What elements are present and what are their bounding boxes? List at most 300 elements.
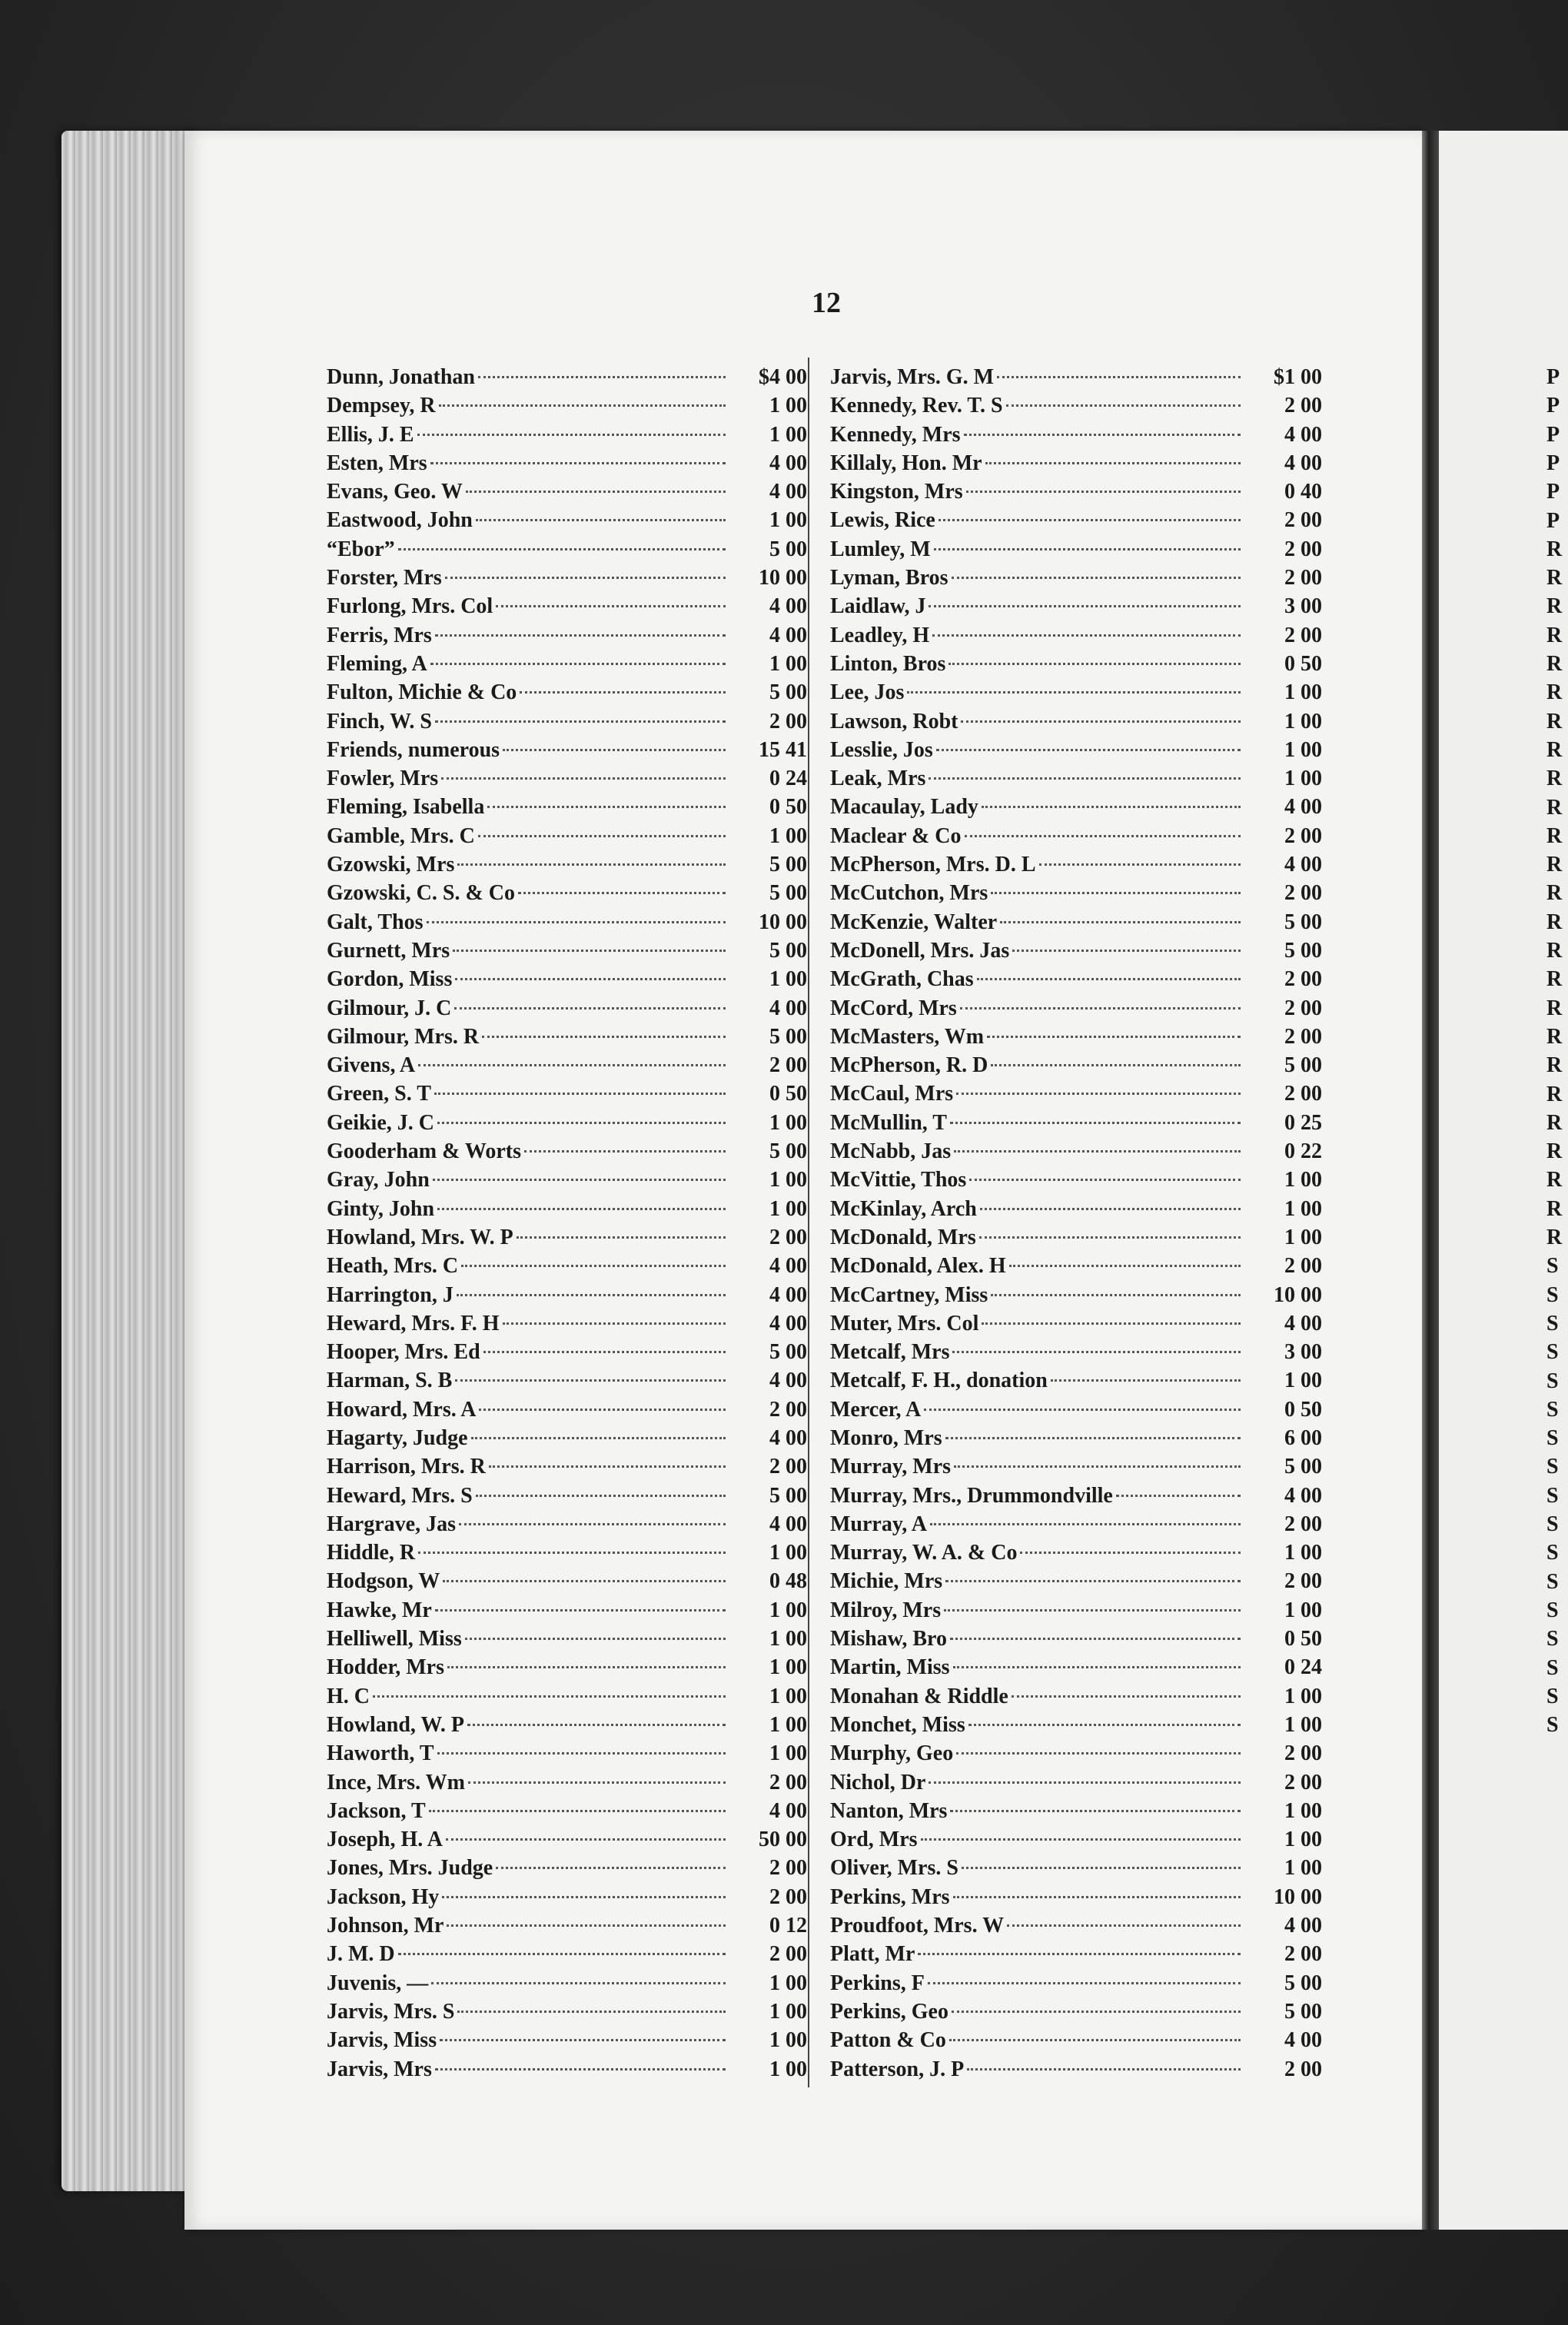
list-entry: [830, 1596, 1322, 1625]
list-entry: [327, 391, 807, 420]
entry-name: Fulton, Michie & Co: [327, 680, 517, 705]
entry-name: Nanton, Mrs: [830, 1798, 948, 1823]
entry-amount: 4 00: [1284, 795, 1322, 820]
next-page-letter: S: [1546, 1512, 1559, 1536]
list-entry: [830, 1825, 1322, 1854]
entry-name: Fleming, Isabella: [327, 795, 485, 820]
entry-name: McCartney, Miss: [830, 1282, 988, 1307]
entry-amount: 5 00: [1284, 938, 1322, 963]
entry-name: McDonald, Mrs: [830, 1225, 976, 1249]
entry-amount: 0 24: [769, 767, 807, 791]
list-entry: [830, 879, 1322, 907]
dot-leader: [445, 577, 726, 579]
list-entry: [327, 1854, 807, 1882]
dot-leader: [944, 1609, 1241, 1612]
dot-leader: [433, 1179, 726, 1181]
entry-amount: 2 00: [1284, 1569, 1322, 1594]
entry-amount: 4 00: [1284, 853, 1322, 877]
dot-leader: [991, 1294, 1241, 1296]
entry-amount: 4 00: [1284, 1311, 1322, 1335]
dot-leader: [907, 691, 1241, 694]
entry-amount: 2 00: [1284, 1024, 1322, 1049]
dot-leader: [929, 1781, 1241, 1784]
dot-leader: [1020, 1552, 1241, 1554]
next-page-letter: R: [1546, 881, 1563, 906]
dot-leader: [429, 1810, 726, 1812]
entry-amount: 2 00: [1284, 1741, 1322, 1766]
dot-leader: [1116, 1495, 1241, 1497]
entry-name: Galt, Thos: [327, 910, 424, 934]
list-entry: [327, 1653, 807, 1681]
entry-name: Monahan & Riddle: [830, 1684, 1008, 1708]
entry-amount: 1 00: [1284, 767, 1322, 791]
entry-amount: 15 41: [759, 737, 807, 762]
entry-name: Finch, W. S: [327, 709, 432, 733]
entry-name: Nichol, Dr: [830, 1770, 926, 1794]
list-entry: [830, 1023, 1322, 1051]
list-entry: [830, 1883, 1322, 1911]
entry-amount: 1 00: [769, 823, 807, 848]
next-page-letter: P: [1546, 365, 1560, 389]
entry-amount: 2 00: [1284, 967, 1322, 992]
dot-leader: [476, 1495, 726, 1497]
list-entry: [327, 1510, 807, 1538]
dot-leader: [945, 1437, 1241, 1439]
dot-leader: [1012, 1695, 1241, 1698]
dot-leader: [950, 1122, 1241, 1124]
dot-leader: [954, 1150, 1241, 1153]
entry-amount: 5 00: [769, 881, 807, 906]
dot-leader: [482, 1036, 726, 1038]
entry-amount: 1 00: [1284, 1168, 1322, 1192]
list-entry: [830, 1195, 1322, 1223]
list-entry: [830, 965, 1322, 993]
dot-leader: [468, 1781, 726, 1784]
entry-name: Jarvis, Mrs. G. M: [830, 365, 995, 389]
dot-leader: [980, 1208, 1241, 1210]
dot-leader: [977, 978, 1241, 980]
list-entry: [830, 1424, 1322, 1452]
entry-name: Martin, Miss: [830, 1655, 950, 1680]
entry-amount: 4 00: [1284, 1914, 1322, 1938]
next-page-letter: S: [1546, 1455, 1559, 1479]
entry-name: Hiddle, R: [327, 1541, 416, 1565]
dot-leader: [373, 1695, 726, 1698]
entry-name: Mercer, A: [830, 1397, 922, 1422]
list-entry: [830, 1768, 1322, 1797]
list-entry: [327, 535, 807, 564]
list-entry: [830, 1682, 1322, 1711]
entry-name: Perkins, Geo: [830, 1999, 948, 2024]
entry-name: Laidlaw, J: [830, 594, 926, 619]
entry-amount: 2 00: [1284, 1942, 1322, 1967]
dot-leader: [932, 634, 1241, 637]
entry-amount: 3 00: [1284, 1340, 1322, 1365]
entry-amount: 2 00: [769, 1856, 807, 1881]
entry-name: J. M. D: [327, 1942, 395, 1967]
dot-leader: [985, 462, 1241, 464]
entry-name: Geikie, J. C: [327, 1110, 434, 1135]
entry-amount: 2 00: [1284, 508, 1322, 533]
entry-name: McCaul, Mrs: [830, 1082, 954, 1106]
list-entry: [830, 1739, 1322, 1768]
dot-leader: [398, 548, 726, 550]
entry-name: Oliver, Mrs. S: [830, 1856, 958, 1881]
entry-amount: 5 00: [769, 1139, 807, 1164]
entry-amount: 2 00: [1284, 881, 1322, 906]
entry-amount: 0 22: [1284, 1139, 1322, 1164]
list-entry: [327, 2026, 807, 2054]
entry-name: Fleming, A: [327, 651, 427, 676]
entry-amount: 0 48: [769, 1569, 807, 1594]
entry-name: Hawke, Mr: [327, 1598, 432, 1622]
entry-amount: 5 00: [769, 680, 807, 705]
list-entry: [327, 1969, 807, 1997]
dot-leader: [442, 1896, 726, 1898]
list-entry: [327, 449, 807, 477]
entry-name: Platt, Mr: [830, 1942, 915, 1967]
list-entry: [327, 1281, 807, 1309]
entry-name: Gilmour, J. C: [327, 996, 452, 1020]
list-entry: [830, 1538, 1322, 1567]
list-entry: [327, 363, 807, 391]
next-page-letter: P: [1546, 451, 1560, 475]
entry-name: Lewis, Rice: [830, 508, 935, 533]
entry-amount: 2 00: [769, 1225, 807, 1249]
entry-amount: 0 50: [1284, 651, 1322, 676]
next-page-letter: P: [1546, 422, 1560, 447]
entry-name: Patterson, J. P: [830, 2057, 965, 2081]
entry-amount: 1 00: [769, 1971, 807, 1995]
dot-leader: [435, 720, 726, 723]
next-page-letter: R: [1546, 1226, 1563, 1249]
dot-leader: [982, 806, 1241, 808]
dot-leader: [968, 1724, 1241, 1726]
entry-name: Killaly, Hon. Mr: [830, 451, 982, 475]
list-entry: [327, 1768, 807, 1797]
next-page-letter: R: [1546, 767, 1563, 791]
dot-leader: [929, 605, 1241, 607]
dot-leader: [938, 519, 1241, 521]
entry-name: Howland, W. P: [327, 1712, 464, 1737]
entry-name: Ginty, John: [327, 1196, 435, 1221]
entry-name: Evans, Geo. W: [327, 480, 463, 504]
entry-amount: 1 00: [769, 394, 807, 418]
dot-leader: [953, 1896, 1241, 1898]
list-entry: [830, 1797, 1322, 1825]
dot-leader: [503, 1322, 726, 1325]
dot-leader: [936, 749, 1241, 751]
list-entry: [830, 707, 1322, 736]
list-entry: [327, 793, 807, 821]
dot-leader: [476, 519, 726, 521]
entry-name: Kennedy, Mrs: [830, 422, 961, 447]
entry-amount: 2 00: [769, 1942, 807, 1967]
next-page-letter: R: [1546, 1024, 1563, 1049]
entry-amount: 2 00: [1284, 1512, 1322, 1536]
entry-amount: 5 00: [1284, 910, 1322, 934]
dot-leader: [1007, 1924, 1241, 1927]
dot-leader: [987, 1036, 1241, 1038]
entry-amount: 4 00: [769, 1798, 807, 1823]
entry-name: Monro, Mrs: [830, 1425, 942, 1450]
entry-name: H. C: [327, 1684, 370, 1708]
next-page-letter: S: [1546, 1311, 1559, 1335]
dot-leader: [441, 777, 726, 780]
entry-amount: 2 00: [1284, 537, 1322, 561]
list-entry: [830, 1711, 1322, 1739]
list-entry: [327, 1309, 807, 1338]
dot-leader: [439, 404, 726, 407]
list-entry: [327, 1911, 807, 1940]
list-entry: [830, 736, 1322, 764]
entry-amount: 2 00: [1284, 623, 1322, 647]
list-entry: [830, 477, 1322, 506]
dot-leader: [952, 2011, 1241, 2013]
entry-amount: 1 00: [1284, 1684, 1322, 1708]
list-entry: [327, 1883, 807, 1911]
list-entry: [830, 1510, 1322, 1538]
dot-leader: [437, 1208, 726, 1210]
entry-amount: 1 00: [1284, 1856, 1322, 1881]
dot-leader: [982, 1322, 1241, 1325]
entry-amount: 2 00: [1284, 2057, 1322, 2081]
dot-leader: [453, 950, 726, 952]
entry-amount: 2 00: [1284, 1082, 1322, 1106]
dot-leader: [952, 577, 1241, 579]
entry-name: Friends, numerous: [327, 737, 500, 762]
dot-leader: [952, 1351, 1241, 1353]
list-entry: [830, 822, 1322, 850]
dot-leader: [398, 1953, 726, 1955]
entry-amount: 1 00: [1284, 1712, 1322, 1737]
dot-leader: [1012, 950, 1241, 952]
list-entry: [830, 1997, 1322, 2026]
list-entry: [830, 936, 1322, 965]
dot-leader: [418, 1064, 726, 1066]
dot-leader: [954, 1465, 1241, 1468]
list-entry: [830, 1452, 1322, 1481]
list-entry: [830, 1281, 1322, 1309]
list-entry: [830, 1911, 1322, 1940]
list-entry: [830, 1653, 1322, 1681]
list-entry: [830, 1309, 1322, 1338]
dot-leader: [1051, 1379, 1241, 1382]
dot-leader: [437, 1752, 726, 1755]
entry-name: Perkins, Mrs: [830, 1884, 950, 1909]
entry-name: Murray, A: [830, 1512, 927, 1536]
list-entry: [830, 1625, 1322, 1653]
list-entry: [327, 879, 807, 907]
entry-amount: 1 00: [769, 651, 807, 676]
entry-amount: 1 00: [769, 508, 807, 533]
entry-name: Linton, Bros: [830, 651, 946, 676]
entry-amount: 5 00: [1284, 1053, 1322, 1078]
entry-name: Jarvis, Miss: [327, 2028, 437, 2053]
entry-amount: 6 00: [1284, 1425, 1322, 1450]
next-page-letter: P: [1546, 508, 1560, 533]
entry-amount: $1 00: [1274, 365, 1322, 389]
next-page-letter: S: [1546, 1369, 1559, 1393]
next-page-letter: S: [1546, 1655, 1559, 1680]
entry-amount: 1 00: [769, 422, 807, 447]
entry-name: Dempsey, R: [327, 394, 436, 418]
entry-name: Murray, W. A. & Co: [830, 1541, 1018, 1565]
entry-name: Gilmour, Mrs. R: [327, 1024, 480, 1049]
list-entry: [327, 2055, 807, 2084]
next-page-letter: S: [1546, 1397, 1559, 1422]
entry-amount: 4 00: [769, 1254, 807, 1279]
entry-amount: 4 00: [1284, 422, 1322, 447]
entry-amount: 4 00: [769, 451, 807, 475]
next-page-letter: S: [1546, 1340, 1559, 1365]
entry-amount: 2 00: [769, 1053, 807, 1078]
entry-name: Leadley, H: [830, 623, 930, 647]
dot-leader: [457, 863, 726, 866]
dot-leader: [962, 1867, 1241, 1869]
entry-amount: 4 00: [769, 996, 807, 1020]
book-gutter: [1422, 131, 1439, 2230]
entry-amount: 4 00: [769, 1369, 807, 1393]
dot-leader: [435, 1609, 726, 1612]
entry-name: Furlong, Mrs. Col: [327, 594, 493, 619]
entry-amount: 1 00: [1284, 1196, 1322, 1221]
entry-amount: 50 00: [759, 1828, 807, 1852]
next-page-letter: R: [1546, 594, 1563, 619]
entry-name: Helliwell, Miss: [327, 1627, 462, 1651]
entry-amount: 5 00: [1284, 1455, 1322, 1479]
next-page-letter: R: [1546, 537, 1563, 561]
entry-name: Monchet, Miss: [830, 1712, 965, 1737]
entry-name: Givens, A: [327, 1053, 416, 1078]
entry-name: Gamble, Mrs. C: [327, 823, 475, 848]
dot-leader: [1000, 921, 1241, 923]
next-page-letter: S: [1546, 1627, 1559, 1651]
dot-leader: [997, 376, 1241, 378]
list-entry: [327, 477, 807, 506]
entry-name: Heward, Mrs. F. H: [327, 1311, 500, 1335]
entry-name: Dunn, Jonathan: [327, 365, 475, 389]
list-entry: [327, 592, 807, 620]
entry-name: Gzowski, Mrs: [327, 853, 455, 877]
entry-name: Esten, Mrs: [327, 451, 427, 475]
entry-name: Gooderham & Worts: [327, 1139, 522, 1164]
dot-leader: [966, 491, 1241, 493]
entry-name: Haworth, T: [327, 1741, 434, 1766]
page-number: 12: [812, 287, 841, 319]
dot-leader: [524, 1150, 726, 1153]
entry-amount: 1 00: [769, 2057, 807, 2081]
next-page-letter: S: [1546, 1541, 1559, 1565]
entry-name: Jarvis, Mrs: [327, 2057, 432, 2081]
entry-amount: 4 00: [769, 623, 807, 647]
entry-amount: 2 00: [769, 709, 807, 733]
list-entry: [327, 1596, 807, 1625]
entry-name: Hodder, Mrs: [327, 1655, 444, 1680]
entry-amount: 0 50: [769, 1082, 807, 1106]
entry-name: Johnson, Mr: [327, 1914, 444, 1938]
next-page-letter: R: [1546, 1110, 1563, 1135]
dot-leader: [431, 1982, 726, 1984]
dot-leader: [466, 491, 726, 493]
list-entry: [830, 2055, 1322, 2084]
list-entry: [327, 1395, 807, 1424]
list-entry: [830, 650, 1322, 678]
entry-amount: 1 00: [769, 1999, 807, 2024]
dot-leader: [960, 1007, 1241, 1009]
list-entry: [830, 1854, 1322, 1882]
subscriber-list-right: [830, 363, 1322, 2084]
dot-leader: [950, 1810, 1241, 1812]
entry-name: Proudfoot, Mrs. W: [830, 1914, 1005, 1938]
list-entry: [830, 1079, 1322, 1108]
dot-leader: [950, 1638, 1241, 1640]
entry-amount: 1 00: [1284, 737, 1322, 762]
dot-leader: [964, 434, 1241, 436]
list-entry: [830, 850, 1322, 879]
dot-leader: [437, 1122, 726, 1124]
dot-leader: [455, 978, 726, 980]
dot-leader: [430, 663, 726, 665]
entry-amount: 5 00: [769, 938, 807, 963]
entry-name: Michie, Mrs: [830, 1569, 943, 1594]
entry-name: Macaulay, Lady: [830, 795, 978, 820]
dot-leader: [1039, 863, 1241, 866]
dot-leader: [465, 1638, 726, 1640]
entry-name: Howland, Mrs. W. P: [327, 1225, 513, 1249]
entry-name: Hooper, Mrs. Ed: [327, 1340, 480, 1365]
dot-leader: [434, 1093, 726, 1095]
entry-name: Forster, Mrs: [327, 566, 442, 590]
dot-leader: [447, 1924, 726, 1927]
entry-name: Perkins, F: [830, 1971, 925, 1995]
dot-leader: [991, 892, 1241, 894]
list-entry: [327, 936, 807, 965]
entry-amount: 1 00: [769, 2028, 807, 2053]
entry-name: Lumley, M: [830, 537, 931, 561]
list-entry: [327, 764, 807, 793]
dot-leader: [956, 1093, 1241, 1095]
entry-name: Jones, Mrs. Judge: [327, 1856, 493, 1881]
dot-leader: [447, 1666, 726, 1668]
list-entry: [327, 850, 807, 879]
entry-name: Harrison, Mrs. R: [327, 1455, 486, 1479]
list-entry: [327, 506, 807, 534]
list-entry: [327, 1338, 807, 1366]
next-page-letter: R: [1546, 795, 1563, 820]
entry-name: Murphy, Geo: [830, 1741, 954, 1766]
entry-name: Harman, S. B: [327, 1369, 453, 1393]
entry-amount: 1 00: [1284, 1828, 1322, 1852]
entry-name: Green, S. T: [327, 1082, 431, 1106]
entry-amount: 0 12: [769, 1914, 807, 1938]
list-entry: [830, 1109, 1322, 1137]
entry-amount: 0 50: [1284, 1397, 1322, 1422]
dot-leader: [969, 1179, 1241, 1181]
entry-name: Fowler, Mrs: [327, 767, 439, 791]
entry-amount: 1 00: [769, 1741, 807, 1766]
entry-name: Lyman, Bros: [830, 566, 948, 590]
list-entry: [830, 535, 1322, 564]
entry-name: McKinlay, Arch: [830, 1196, 977, 1221]
list-entry: [830, 1137, 1322, 1166]
next-page-letter: R: [1546, 680, 1563, 705]
entry-name: Leak, Mrs: [830, 767, 926, 791]
entry-amount: 5 00: [1284, 1971, 1322, 1995]
list-entry: [327, 1023, 807, 1051]
entry-amount: 2 00: [1284, 823, 1322, 848]
entry-amount: 4 00: [769, 1311, 807, 1335]
